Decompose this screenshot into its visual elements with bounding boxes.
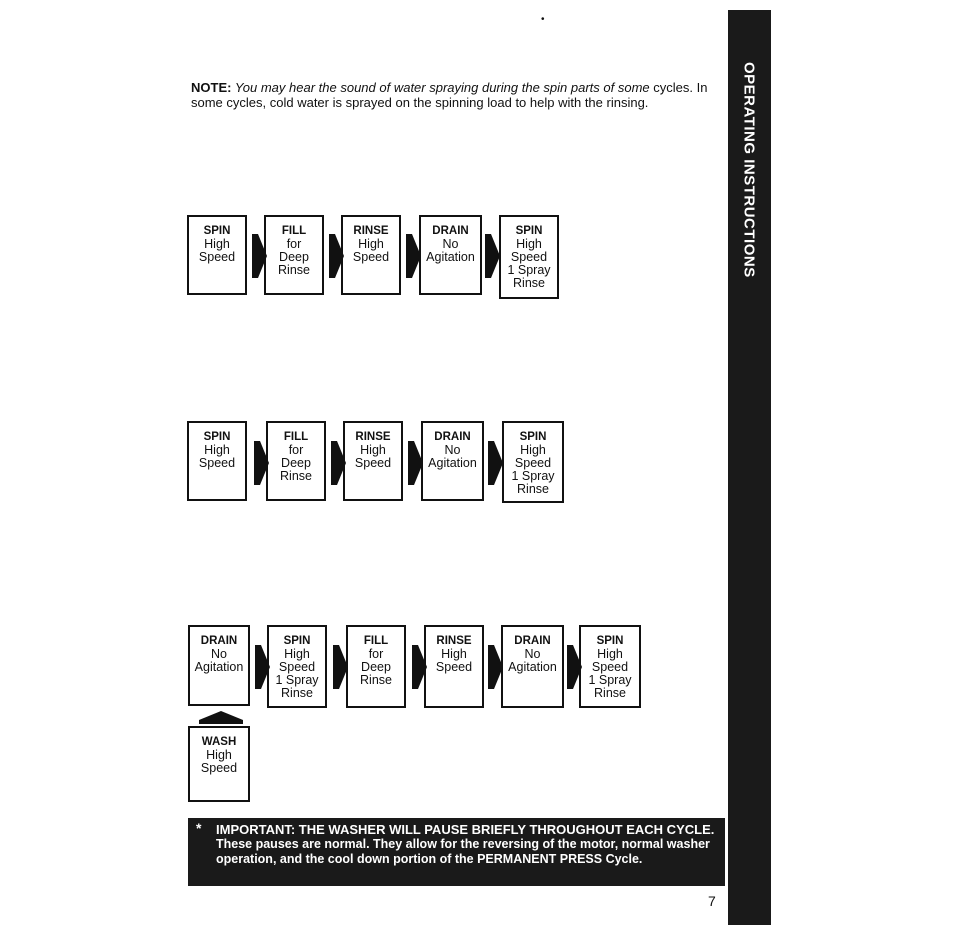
step-line: Speed bbox=[435, 660, 473, 674]
row3-step2-box bbox=[267, 625, 327, 708]
step-line: Agitation bbox=[428, 456, 477, 470]
note-italic-text: You may hear the sound of water spraying during the spin parts of some bbox=[231, 80, 650, 95]
row2-step5-box bbox=[502, 421, 564, 503]
step-line: Rinse bbox=[513, 276, 545, 290]
step-line: High bbox=[206, 748, 232, 762]
step-head: FILL bbox=[283, 431, 309, 443]
step-line: Agitation bbox=[508, 660, 557, 674]
step-head: DRAIN bbox=[432, 225, 469, 237]
step-line: Deep bbox=[279, 250, 309, 264]
step-head: FILL bbox=[363, 635, 389, 647]
step-line: Speed bbox=[591, 660, 629, 674]
step-head: DRAIN bbox=[434, 431, 471, 443]
step-head: SPIN bbox=[596, 635, 624, 647]
step-line: Rinse bbox=[280, 469, 312, 483]
step-line: No bbox=[211, 647, 227, 661]
step-head: SPIN bbox=[283, 635, 311, 647]
row1-step5-box bbox=[499, 215, 559, 299]
step-line: High bbox=[520, 443, 546, 457]
row3-step1-box bbox=[188, 625, 250, 706]
row2-step4-box bbox=[421, 421, 484, 501]
page-number: 7 bbox=[708, 893, 716, 909]
row1-step2-box bbox=[264, 215, 324, 295]
step-line: High bbox=[441, 647, 467, 661]
step-line: Rinse bbox=[360, 673, 392, 687]
row3-step6-box bbox=[579, 625, 641, 708]
step-head: SPIN bbox=[519, 431, 547, 443]
step-line: Deep bbox=[361, 660, 391, 674]
step-line: Rinse bbox=[594, 686, 626, 700]
step-head: SPIN bbox=[203, 225, 231, 237]
step-head: DRAIN bbox=[200, 635, 238, 647]
flow-arrow-up bbox=[199, 711, 243, 720]
step-line: 1 Spray bbox=[275, 673, 319, 687]
step-line: Speed bbox=[198, 456, 236, 470]
step-line: Rinse bbox=[278, 263, 310, 277]
step-head: SPIN bbox=[203, 431, 231, 443]
row2-step3-box bbox=[343, 421, 403, 501]
step-line: Speed bbox=[514, 456, 552, 470]
step-line: Agitation bbox=[426, 250, 475, 264]
row3-step5-box bbox=[501, 625, 564, 708]
step-line: High bbox=[204, 443, 230, 457]
row1-step1-box bbox=[187, 215, 247, 295]
step-head: WASH bbox=[201, 736, 237, 748]
step-head: FILL bbox=[281, 225, 307, 237]
step-line: Speed bbox=[200, 761, 238, 775]
step-line: for bbox=[288, 443, 304, 457]
asterisk-icon: * bbox=[196, 820, 202, 836]
row3-step3-box bbox=[346, 625, 406, 708]
row1-step3-box bbox=[341, 215, 401, 295]
row3-step4-box bbox=[424, 625, 484, 708]
step-line: 1 Spray bbox=[588, 673, 632, 687]
banner-body: These pauses are normal. They allow for the reversing of the motor, normal washer operation, and the cool down portion of the PERMANENT PRESS Cycle. bbox=[216, 837, 710, 866]
step-line: Rinse bbox=[517, 482, 549, 496]
banner-title: IMPORTANT: THE WASHER WILL PAUSE BRIEFLY THROUGHOUT EACH CYCLE. bbox=[216, 822, 715, 837]
row2-step2-box bbox=[266, 421, 326, 501]
step-line: Rinse bbox=[281, 686, 313, 700]
step-line: 1 Spray bbox=[511, 469, 555, 483]
step-line: for bbox=[286, 237, 302, 251]
row1-step4-box bbox=[419, 215, 482, 295]
step-head: DRAIN bbox=[514, 635, 551, 647]
step-line: High bbox=[360, 443, 386, 457]
step-line: High bbox=[204, 237, 230, 251]
step-line: High bbox=[516, 237, 542, 251]
step-head: RINSE bbox=[436, 635, 472, 647]
step-head: RINSE bbox=[353, 225, 389, 237]
step-line: Speed bbox=[198, 250, 236, 264]
step-line: Speed bbox=[278, 660, 316, 674]
top-mark: • bbox=[541, 14, 545, 25]
step-head: SPIN bbox=[515, 225, 543, 237]
step-line: Deep bbox=[281, 456, 311, 470]
step-line: Speed bbox=[354, 456, 392, 470]
wash-box bbox=[188, 726, 250, 802]
step-line: High bbox=[358, 237, 384, 251]
row2-step1-box bbox=[187, 421, 247, 501]
note-paragraph bbox=[191, 80, 721, 110]
note-label: NOTE: bbox=[191, 80, 232, 95]
side-tab-label: OPERATING INSTRUCTIONS bbox=[740, 62, 758, 278]
step-line: No bbox=[442, 237, 459, 251]
important-banner bbox=[188, 818, 725, 886]
step-line: No bbox=[524, 647, 541, 661]
step-line: 1 Spray bbox=[507, 263, 551, 277]
side-tab bbox=[728, 10, 771, 925]
step-line: Speed bbox=[510, 250, 548, 264]
step-line: Agitation bbox=[194, 660, 244, 674]
step-line: High bbox=[284, 647, 310, 661]
note-rest-text: cycles. In some cycles, cold water is sprayed on the spinning load to help with the rinsing. bbox=[191, 80, 708, 110]
step-line: High bbox=[597, 647, 623, 661]
step-line: No bbox=[444, 443, 461, 457]
step-head: RINSE bbox=[355, 431, 391, 443]
step-line: Speed bbox=[352, 250, 390, 264]
step-line: for bbox=[368, 647, 384, 661]
